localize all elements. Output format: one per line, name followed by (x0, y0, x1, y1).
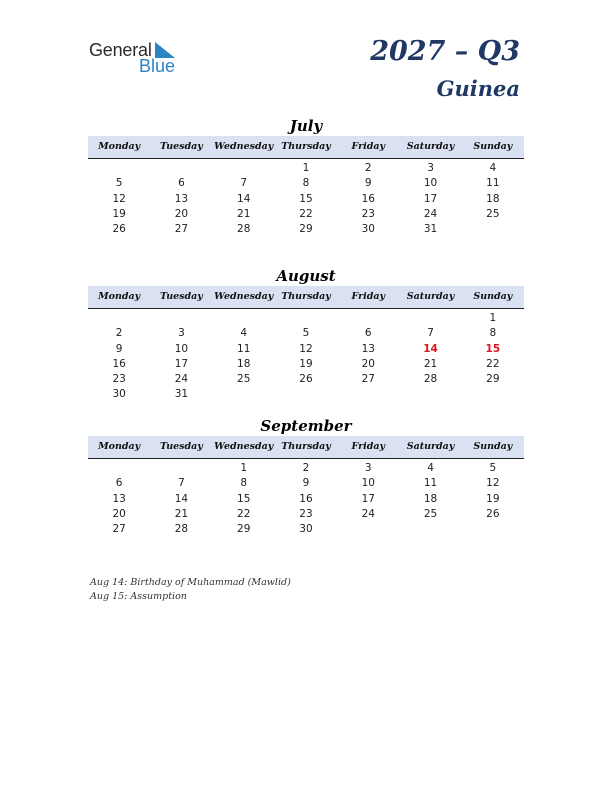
day-cell: 14 (423, 342, 438, 355)
day-cell: 13 (361, 342, 375, 355)
day-cell: 7 (240, 177, 248, 190)
logo-text-blue: Blue (139, 56, 176, 76)
day-cell: 12 (299, 342, 313, 355)
page-subtitle: Guinea (436, 76, 520, 101)
weekday-header: Sunday (473, 291, 513, 302)
day-cell: 8 (489, 327, 497, 340)
day-cell: 29 (486, 373, 500, 386)
weekday-header: Monday (98, 291, 141, 302)
week-row (88, 192, 524, 207)
day-cell (213, 311, 275, 326)
day-cell: 16 (112, 357, 126, 370)
weekday-header-row (88, 436, 524, 459)
day-cell (337, 311, 399, 326)
day-cell: 31 (423, 223, 438, 236)
day-cell (213, 161, 275, 176)
day-cell: 9 (302, 477, 310, 490)
week-row (88, 326, 524, 341)
day-cell: 28 (174, 523, 189, 536)
weekday-header: Thursday (281, 441, 331, 452)
day-cell: 13 (174, 192, 189, 205)
week-row (88, 207, 524, 222)
day-cell (275, 387, 337, 402)
day-cell: 26 (299, 373, 313, 386)
day-cell: 9 (115, 342, 123, 355)
week-row (88, 176, 524, 191)
day-cell: 23 (361, 207, 375, 220)
day-cell: 14 (237, 192, 251, 205)
day-cell: 7 (427, 327, 434, 340)
day-cell: 11 (486, 177, 500, 190)
day-cell (88, 161, 150, 176)
week-row (88, 476, 524, 491)
week-row (88, 372, 524, 387)
month-august (88, 266, 524, 403)
month-name: August (276, 267, 336, 285)
day-cell: 25 (486, 207, 500, 220)
day-cell: 11 (423, 477, 438, 490)
holiday-note: Aug 15: Assumption (90, 591, 187, 602)
day-cell: 28 (237, 223, 251, 236)
day-cell: 19 (299, 357, 313, 370)
week-row (88, 522, 524, 537)
day-cell: 20 (112, 507, 126, 520)
day-cell: 18 (423, 492, 438, 505)
day-cell: 27 (112, 523, 126, 536)
day-cell (88, 461, 150, 476)
day-cell: 2 (302, 462, 310, 474)
day-cell: 14 (174, 492, 189, 505)
day-cell: 21 (423, 357, 438, 370)
logo-text-general: General (89, 40, 152, 60)
day-cell: 6 (178, 177, 185, 190)
day-cell: 15 (237, 492, 251, 505)
day-cell: 12 (486, 477, 500, 490)
day-cell (337, 522, 399, 537)
day-cell (275, 311, 337, 326)
day-cell: 22 (299, 207, 313, 220)
day-cell (150, 311, 212, 326)
weekday-header: Saturday (406, 141, 455, 152)
day-cell: 30 (299, 523, 313, 536)
day-cell (150, 161, 212, 176)
day-cell: 5 (489, 462, 497, 474)
day-cell: 3 (364, 462, 372, 474)
day-cell: 20 (361, 357, 375, 370)
day-cell: 19 (486, 492, 500, 505)
day-cell: 10 (174, 342, 189, 355)
week-row (88, 222, 524, 237)
week-row (88, 342, 524, 357)
day-cell (213, 387, 275, 402)
day-cell (399, 522, 461, 537)
day-cell: 15 (299, 192, 313, 205)
weekday-header: Wednesday (214, 291, 274, 302)
day-cell: 26 (112, 223, 126, 236)
week-row (88, 507, 524, 522)
day-cell: 21 (237, 207, 251, 220)
day-cell: 18 (486, 192, 500, 205)
day-cell (337, 387, 399, 402)
weekday-header: Wednesday (214, 441, 274, 452)
day-cell: 17 (174, 357, 189, 370)
day-cell: 8 (302, 177, 310, 190)
day-cell: 27 (174, 223, 189, 236)
weekday-header: Tuesday (160, 141, 203, 152)
month-name: September (260, 417, 352, 435)
day-cell: 17 (361, 492, 375, 505)
day-cell (462, 222, 524, 237)
day-cell: 24 (361, 507, 375, 520)
day-cell: 10 (423, 177, 438, 190)
weekday-header: Thursday (281, 141, 331, 152)
weekday-header-row (88, 136, 524, 159)
day-cell: 7 (178, 477, 185, 490)
day-cell: 3 (427, 162, 434, 174)
weekday-header: Monday (98, 441, 141, 452)
weekday-header: Wednesday (214, 141, 274, 152)
day-cell: 22 (486, 357, 500, 370)
day-cell: 12 (112, 192, 126, 205)
day-cell (399, 311, 461, 326)
day-cell: 30 (112, 388, 126, 401)
day-cell: 28 (423, 373, 438, 386)
week-row (88, 161, 524, 176)
weekday-header: Sunday (473, 141, 513, 152)
day-cell: 3 (178, 327, 185, 340)
day-cell: 6 (364, 327, 372, 340)
day-cell: 1 (302, 162, 310, 174)
day-cell: 26 (486, 507, 500, 520)
week-row (88, 492, 524, 507)
day-cell (462, 522, 524, 537)
week-row (88, 387, 524, 402)
weekday-header: Friday (351, 441, 386, 452)
weekday-header: Tuesday (160, 291, 203, 302)
day-cell: 5 (302, 327, 310, 340)
day-cell: 21 (174, 507, 189, 520)
week-row (88, 357, 524, 372)
day-cell: 10 (361, 477, 375, 490)
weekday-header: Saturday (406, 291, 455, 302)
holiday-note: Aug 14: Birthday of Muhammad (Mawlid) (90, 577, 291, 588)
day-cell: 23 (112, 373, 126, 386)
day-cell: 6 (115, 477, 123, 490)
day-cell: 4 (489, 162, 497, 174)
week-row (88, 311, 524, 326)
day-cell: 15 (485, 342, 501, 355)
day-cell: 8 (240, 477, 248, 490)
weekday-header: Friday (351, 141, 386, 152)
day-cell: 2 (364, 162, 372, 174)
day-cell (150, 461, 212, 476)
month-name: July (289, 117, 323, 135)
day-cell: 13 (112, 492, 126, 505)
weekday-header-row (88, 286, 524, 309)
day-cell: 22 (237, 507, 251, 520)
week-row (88, 461, 524, 476)
day-cell: 4 (240, 327, 248, 340)
month-september (88, 416, 524, 537)
weekday-header: Sunday (473, 441, 513, 452)
weekday-header: Friday (351, 291, 386, 302)
day-cell: 25 (237, 373, 251, 386)
day-cell: 30 (361, 223, 375, 236)
day-cell: 31 (174, 388, 189, 401)
day-cell (462, 387, 524, 402)
day-cell: 27 (361, 373, 375, 386)
month-july (88, 116, 524, 237)
day-cell: 16 (299, 492, 313, 505)
day-cell: 2 (115, 327, 123, 340)
brand-logo (89, 40, 184, 76)
day-cell (88, 311, 150, 326)
weekday-header: Thursday (281, 291, 331, 302)
day-cell: 5 (115, 177, 123, 190)
day-cell: 23 (299, 507, 313, 520)
weekday-header: Saturday (406, 441, 455, 452)
day-cell: 17 (423, 192, 438, 205)
day-cell: 20 (174, 207, 189, 220)
page-title: 2027 – Q3 (370, 36, 520, 67)
day-cell: 24 (174, 373, 189, 386)
day-cell: 9 (364, 177, 372, 190)
holiday-notes (90, 576, 291, 604)
day-cell: 4 (427, 462, 434, 474)
day-cell: 16 (361, 192, 375, 205)
weekday-header: Monday (98, 141, 141, 152)
day-cell: 11 (237, 342, 251, 355)
day-cell: 24 (423, 207, 438, 220)
day-cell: 29 (237, 523, 251, 536)
day-cell: 25 (423, 507, 438, 520)
day-cell: 29 (299, 223, 313, 236)
day-cell (399, 387, 461, 402)
day-cell: 1 (240, 462, 248, 474)
day-cell: 18 (237, 357, 251, 370)
weekday-header: Tuesday (160, 441, 203, 452)
day-cell: 1 (489, 312, 497, 324)
day-cell: 19 (112, 207, 126, 220)
